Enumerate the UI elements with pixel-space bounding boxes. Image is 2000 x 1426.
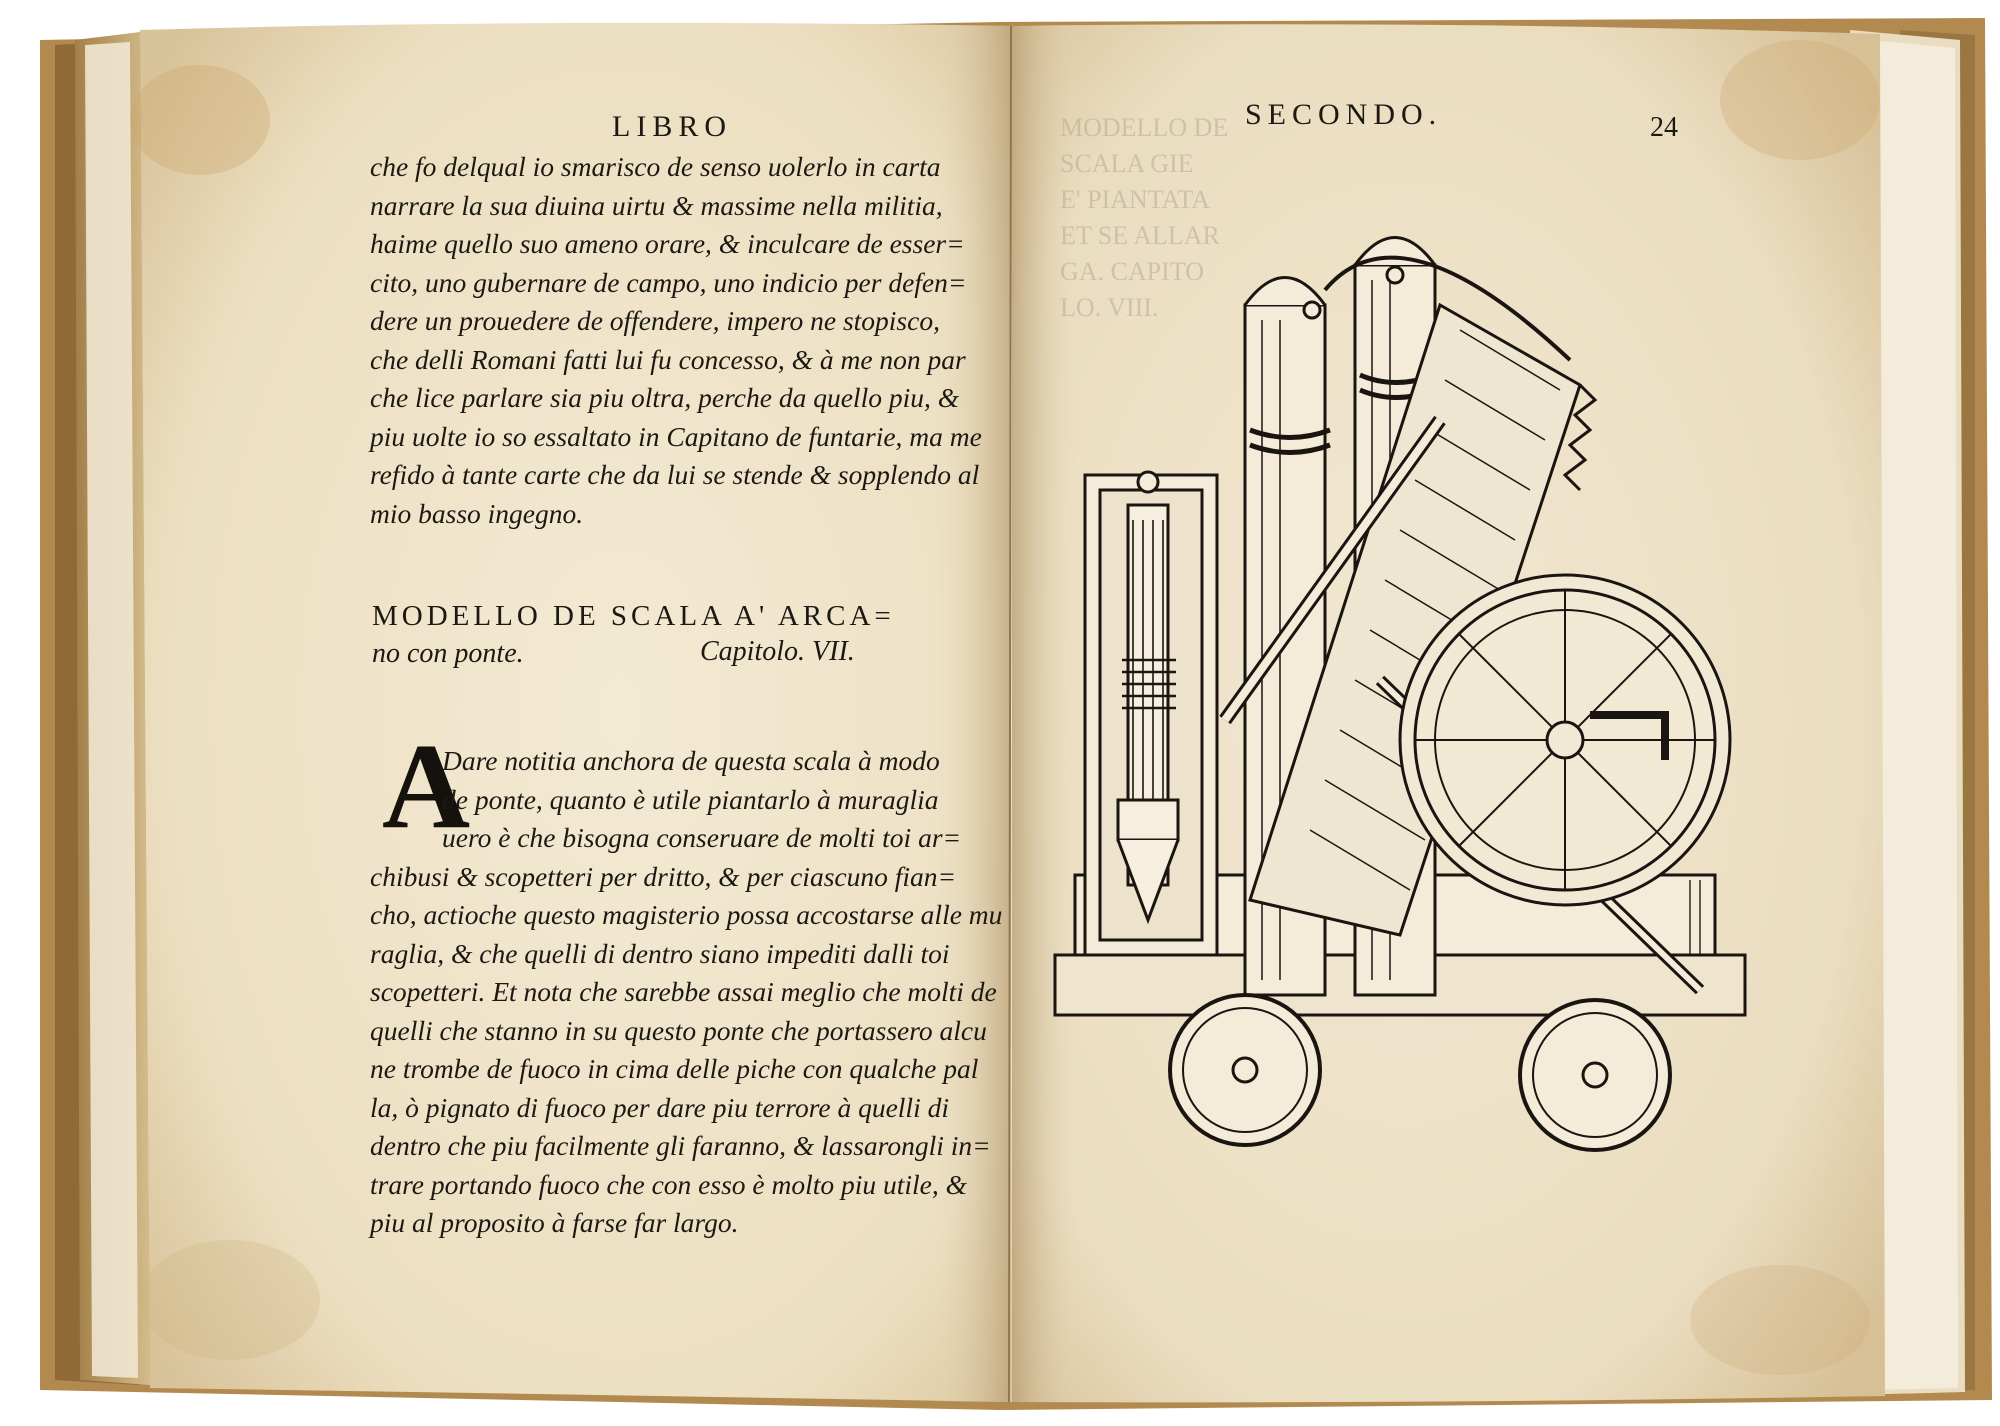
- text-line: ne trombe de fuoco in cima delle piche con qualche pal: [370, 1053, 979, 1084]
- text-line: che delli Romani fatti lui fu concesso, & à me non par: [370, 343, 966, 375]
- text-line: Dare notitia anchora de questa scala à modo: [442, 745, 940, 776]
- chapter-number: Capitolo. VII.: [700, 636, 855, 667]
- drop-cap: A: [382, 719, 471, 854]
- text-line: che fo delqual io smarisco de senso uolerlo in carta: [370, 151, 941, 182]
- right-running-head: SECONDO.: [1245, 98, 1443, 131]
- text-line: raglia, & che quelli di dentro siano impediti dalli toi: [370, 937, 950, 969]
- text-line: de ponte, quanto è utile piantarlo à muraglia: [442, 783, 939, 815]
- text-line: haime quello suo ameno orare, & inculcare de esser=: [370, 228, 965, 259]
- text-line: chibusi & scopetteri per dritto, & per ciascuno fian=: [370, 860, 957, 892]
- chapter-heading-continuation: no con ponte.: [372, 638, 524, 669]
- text-line: dere un prouedere de offendere, impero ne stopisco,: [370, 305, 940, 336]
- text-line: narrare la sua diuina uirtu & massime nella militia,: [370, 189, 943, 221]
- left-top-paragraph: [370, 148, 990, 533]
- text-line: dentro che piu facilmente gli faranno, & lassarongli in=: [370, 1130, 991, 1161]
- text-line: cho, actioche questo magisterio possa accostarse alle mu: [370, 899, 1003, 930]
- text-line: refido à tante carte che da lui se stende & sopplendo al: [370, 459, 980, 490]
- chapter-body: [370, 742, 1003, 1243]
- text-line: la, ò pignato di fuoco per dare piu terrore à quelli di: [370, 1091, 949, 1123]
- text-line: piu al proposito à farse far largo.: [370, 1207, 739, 1238]
- text-line: piu uolte io so essaltato in Capitano de funtarie, ma me: [370, 420, 982, 452]
- text-line: trare portando fuoco che con esso è molto piu utile, &: [370, 1168, 968, 1200]
- text-line: uero è che bisogna conseruare de molti toi ar=: [442, 822, 962, 853]
- text-line: scopetteri. Et nota che sarebbe assai meglio che molti de: [370, 976, 997, 1007]
- text-line: quelli che stanno in su questo ponte che portassero alcu: [370, 1014, 987, 1046]
- text-line: cito, uno gubernare de campo, uno indicio per defen=: [370, 266, 967, 298]
- chapter-heading: MODELLO DE SCALA A' ARCA=: [372, 600, 895, 632]
- page-number: 24: [1650, 112, 1678, 143]
- left-running-head: LIBRO: [612, 110, 732, 143]
- text-line: mio basso ingegno.: [370, 497, 584, 529]
- text-line: che lice parlare sia piu oltra, perche da quello piu, &: [370, 382, 960, 413]
- bleed-through-text: MODELLO DE SCALA GIE E' PIANTATA ET SE ALLAR GA. CAPITO LO. VIII.: [1060, 113, 1229, 322]
